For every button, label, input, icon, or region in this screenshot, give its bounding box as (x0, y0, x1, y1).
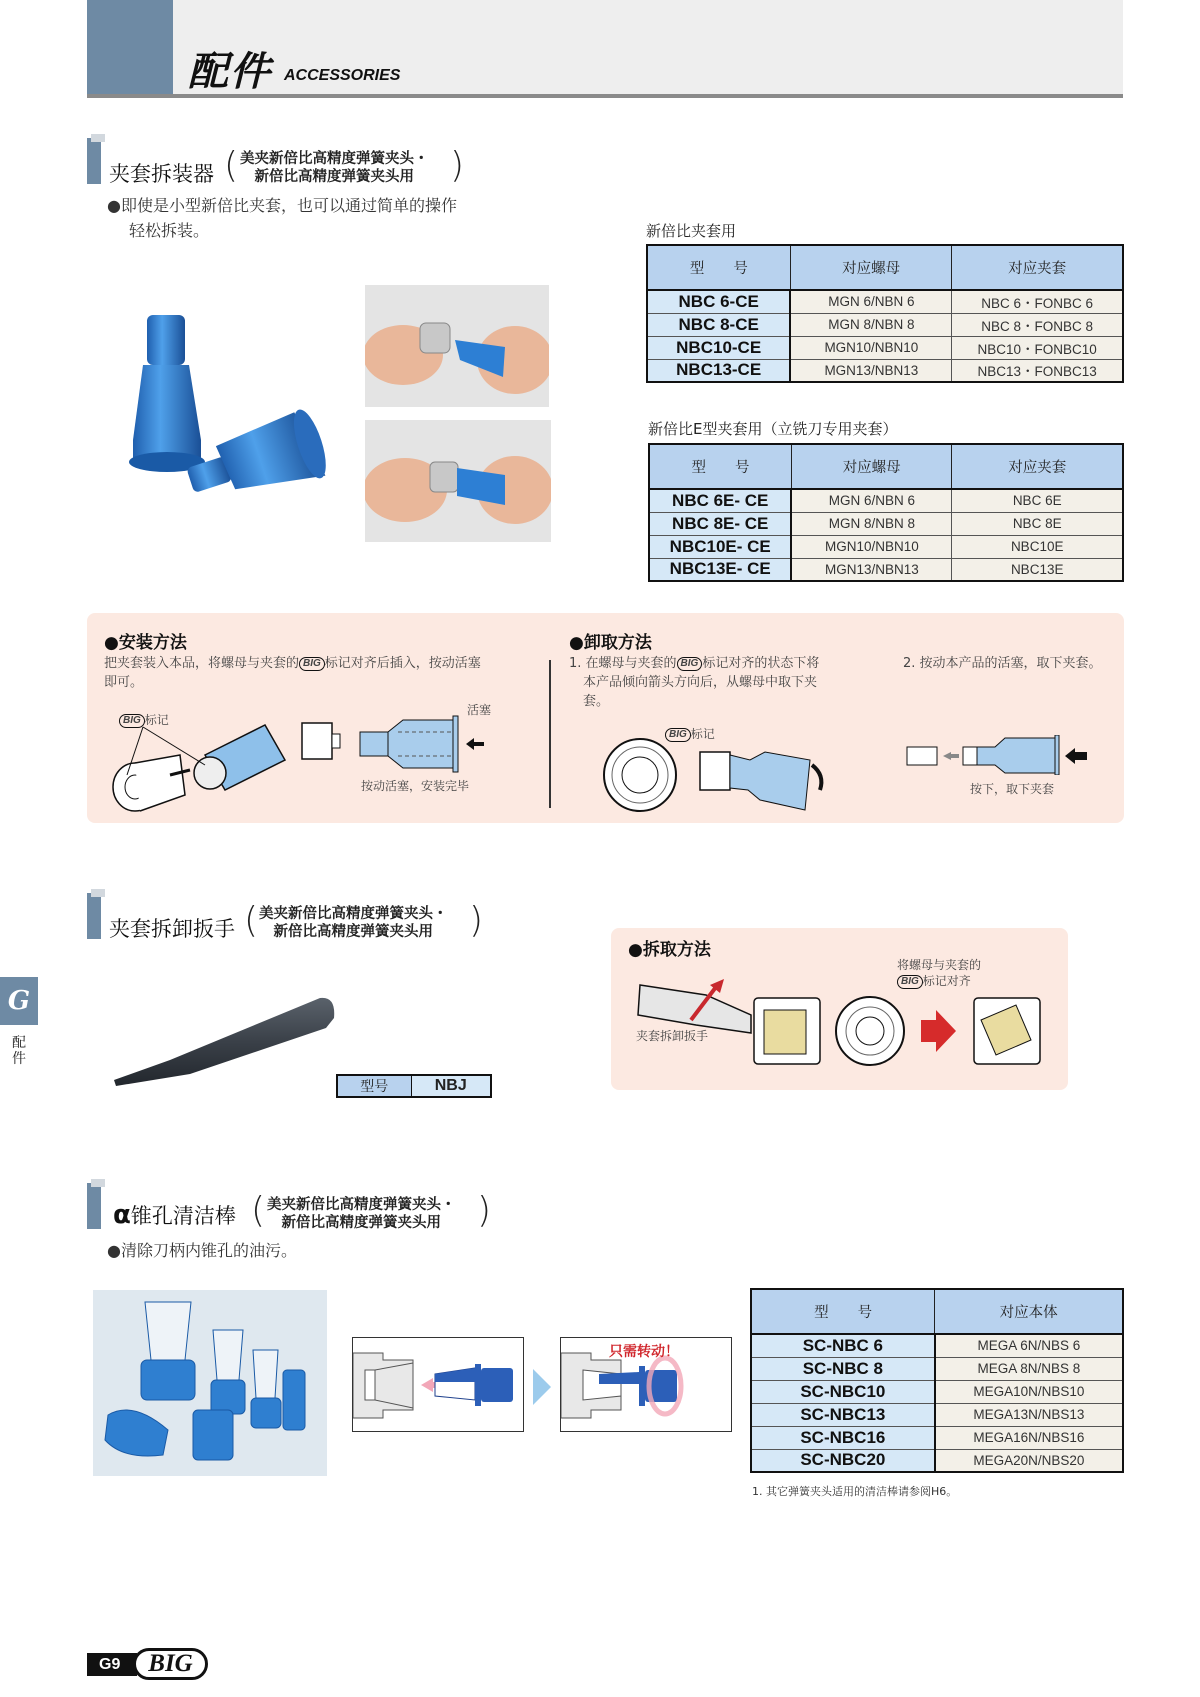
install-diagram (105, 715, 320, 815)
table-row: SC-NBC13 MEGA13N/NBS13 (751, 1403, 1123, 1426)
page-number: G9 (87, 1653, 137, 1676)
table-row: NBC13E- CE MGN13/NBN13 NBC13E (649, 558, 1123, 581)
paren-open: ( (251, 1190, 266, 1231)
page-subtitle: ACCESSORIES (284, 67, 401, 84)
table-row: SC-NBC 6 MEGA 6N/NBS 6 (751, 1334, 1123, 1357)
table-row: SC-NBC 8 MEGA 8N/NBS 8 (751, 1357, 1123, 1380)
section2-subtitle: 美夹新倍比高精度弹簧夹头・ 新倍比高精度弹簧夹头用 (259, 906, 448, 940)
piston-label: 活塞 (467, 703, 492, 717)
big-mark-icon: BIG (119, 714, 145, 728)
install-heading: ●安装方法 (104, 633, 187, 653)
col-header-collet: 对应夹套 (952, 444, 1123, 489)
install-caption: 按动活塞，安装完毕 (361, 779, 470, 793)
table2-caption: 新倍比E型夹套用（立铣刀专用夹套） (648, 420, 898, 438)
remove-step1-text: 1. 在螺母与夹套的 BIG 标记对齐的状态下将 本产品倾向箭头方向后，从螺母中取下夹 套。 (569, 656, 820, 709)
col-header-nut: 对应螺母 (791, 444, 951, 489)
install-text: 把夹套装入本品，将螺母与夹套的 BIG 标记对齐后插入，按动活塞 即可。 (104, 656, 481, 690)
col-header-model: 型 号 (751, 1289, 935, 1334)
big-mark-label: BIG 标记 (665, 725, 715, 742)
col-header-model: 型 号 (647, 245, 790, 290)
table1-caption: 新倍比夹套用 (646, 222, 737, 240)
table-scnbc (750, 1288, 1124, 1473)
col-header-collet: 对应夹套 (952, 245, 1123, 290)
table-row: NBC 6E- CE MGN 6/NBN 6 NBC 6E (649, 489, 1123, 512)
paren-open: ( (224, 145, 239, 186)
section-marker (87, 893, 101, 939)
align-label: 将螺母与夹套的 BIG 标记对齐 (897, 958, 982, 988)
remove-step2-caption: 按下，取下夹套 (970, 782, 1055, 796)
table-row: SC-NBC16 MEGA16N/NBS16 (751, 1426, 1123, 1449)
table-row: NBC10E- CE MGN10/NBN10 NBC10E (649, 535, 1123, 558)
page-title: 配件 (188, 49, 272, 95)
model-label: 型号 (337, 1075, 411, 1097)
col-header-body: 对应本体 (935, 1289, 1123, 1334)
wrench-label: 夹套拆卸扳手 (636, 1029, 709, 1043)
big-mark-icon: BIG (665, 728, 691, 742)
alpha-symbol: α (113, 1200, 131, 1230)
table-nbc-e-collet (648, 443, 1124, 582)
section1-subtitle: 美夹新倍比高精度弹簧夹头・ 新倍比高精度弹簧夹头用 (240, 151, 429, 185)
header-accent-block (87, 0, 173, 96)
nut-diagram (301, 722, 343, 762)
table-row: NBC 8E- CE MGN 8/NBN 8 NBC 8E (649, 512, 1123, 535)
big-mark-label: BIG 标记 (119, 711, 169, 728)
col-header-model: 型 号 (649, 444, 791, 489)
big-mark-icon: BIG (677, 657, 703, 671)
hand-photo-install (365, 285, 549, 407)
remove-step1-diagram (600, 730, 835, 820)
section1-title: 夹套拆装器 (109, 162, 214, 186)
paren-open: ( (244, 900, 259, 941)
section3-description: ●清除刀柄内锥孔的油污。 (107, 1241, 297, 1260)
section2-title: 夹套拆卸扳手 (109, 917, 235, 941)
section3-subtitle: 美夹新倍比高精度弹簧夹头・ 新倍比高精度弹簧夹头用 (267, 1197, 456, 1231)
table-row: NBC10-CE MGN10/NBN10 NBC10・FONBC10 (647, 336, 1123, 359)
wrench-photo (110, 990, 340, 1090)
cleaner-photo (93, 1290, 327, 1476)
section1-description: ●即使是小型新倍比夹套，也可以通过简单的操作 轻松拆装。 (107, 196, 457, 240)
remove-step2-text: 2. 按动本产品的活塞，取下夹套。 (903, 656, 1102, 671)
nbj-model-box (336, 1074, 492, 1098)
removal-heading: ●拆取方法 (628, 940, 711, 960)
section-tab-label: 配件 (12, 1035, 26, 1067)
remove-heading: ●卸取方法 (569, 633, 652, 653)
panel-divider (549, 660, 551, 808)
next-step-arrow-icon (533, 1369, 551, 1405)
removal-diagram (636, 975, 1046, 1070)
section-marker (87, 138, 101, 184)
table-row: NBC13-CE MGN13/NBN13 NBC13・FONBC13 (647, 359, 1123, 382)
big-logo: BIG (133, 1648, 208, 1680)
piston-diagram (358, 714, 488, 774)
table-row: NBC 6-CE MGN 6/NBN 6 NBC 6・FONBC 6 (647, 290, 1123, 313)
model-value: NBJ (411, 1075, 491, 1097)
big-mark-icon: BIG (299, 657, 325, 671)
table-row: SC-NBC10 MEGA10N/NBS10 (751, 1380, 1123, 1403)
paren-close: ) (469, 900, 484, 941)
rotate-label: 只需转动！ (609, 1344, 679, 1360)
remove-step2-diagram (905, 735, 1090, 775)
section3-title: α锥孔清洁棒 (113, 1200, 236, 1230)
table-nbc-collet (646, 244, 1124, 383)
section-marker (87, 1183, 101, 1229)
cleaner-step1-diagram (352, 1337, 524, 1432)
col-header-nut: 对应螺母 (790, 245, 951, 290)
section-tab-letter: G (0, 977, 38, 1025)
big-mark-icon: BIG (897, 975, 923, 989)
paren-close: ) (477, 1190, 492, 1231)
paren-close: ) (450, 145, 465, 186)
table-row: SC-NBC20 MEGA20N/NBS20 (751, 1449, 1123, 1472)
hand-photo-remove (365, 420, 551, 542)
collet-tool-photo (125, 300, 350, 510)
table-row: NBC 8-CE MGN 8/NBN 8 NBC 8・FONBC 8 (647, 313, 1123, 336)
footnote: 1. 其它弹簧夹头适用的清洁棒请参阅H6。 (752, 1485, 958, 1498)
